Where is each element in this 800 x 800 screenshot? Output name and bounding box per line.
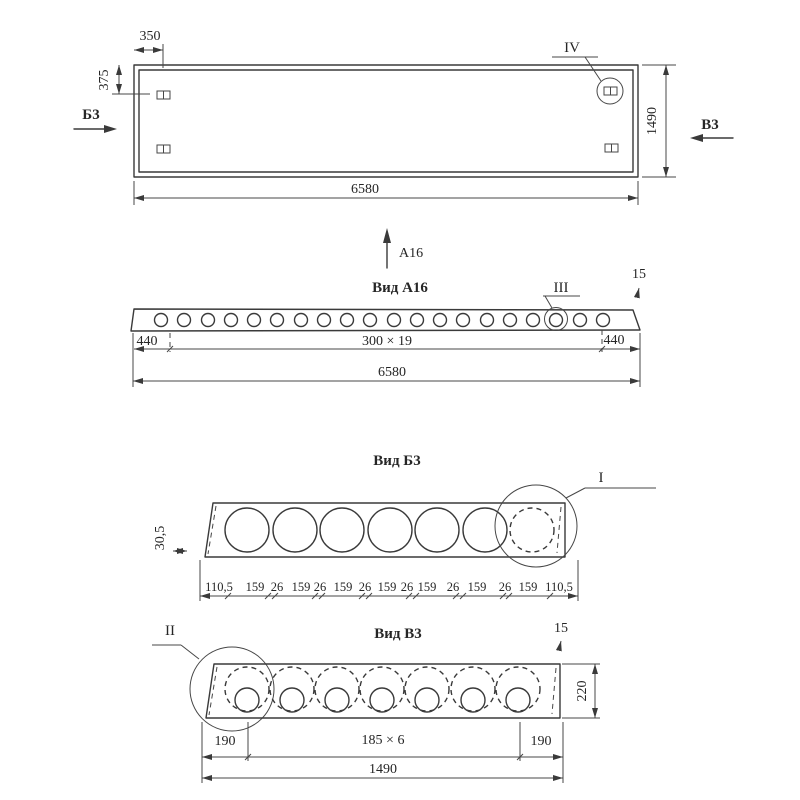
dim-6580-a16-value: 6580 [378, 365, 406, 380]
chain-dim: 26 [313, 580, 327, 594]
section-arrow-v3 [690, 117, 733, 142]
detail-i-label: I [598, 470, 604, 486]
dim-300x19: 300 × 19 [362, 334, 412, 349]
lifting-loop [157, 145, 170, 153]
plan-view [74, 29, 733, 205]
view-v3-title: Вид В3 [374, 626, 422, 642]
dim-190-right: 190 [530, 734, 552, 749]
chain-dim: 159 [377, 580, 397, 594]
section-v3-label: В3 [701, 117, 719, 133]
dim-350 [134, 29, 163, 68]
chamfer-hidden-right [557, 507, 561, 553]
lifting-loop [157, 91, 170, 99]
dim-15-v3 [554, 621, 568, 650]
dim-15-value: 15 [632, 267, 646, 282]
dim-1490-value: 1490 [645, 107, 660, 135]
chain-dim: 159 [245, 580, 265, 594]
dim-1490 [642, 65, 676, 177]
detail-iv-leader2 [585, 57, 601, 81]
view-direction-arrow-a16 [383, 228, 423, 268]
detail-iii-leader2 [545, 296, 552, 308]
core-hole-hidden [510, 508, 554, 552]
dim-chain-b3 [200, 560, 578, 601]
arrow-right-icon [104, 125, 117, 133]
view-v3 [152, 621, 600, 783]
chamfer-hidden-right-v3 [552, 668, 556, 714]
dim-30-5 [153, 526, 187, 551]
slab-outline-inner [139, 70, 633, 172]
dim-row-440 [134, 330, 640, 352]
chain-dim: 110,5 [545, 580, 573, 594]
detail-ii-label: II [165, 623, 175, 639]
detail-iv-label: IV [564, 40, 580, 56]
view-b3 [153, 453, 656, 601]
dim-190-left: 190 [214, 734, 236, 749]
section-v3-outline [206, 664, 560, 718]
dim-1490-v3 [202, 762, 563, 778]
chain-dim: 159 [518, 580, 538, 594]
lifting-loop [604, 87, 617, 95]
chain-dim: 26 [498, 580, 512, 594]
drain-holes-v3 [235, 688, 530, 712]
view-b3-title: Вид Б3 [373, 453, 421, 469]
dim-30-5-value: 30,5 [153, 525, 168, 551]
a16-arrow-label: А16 [399, 246, 424, 261]
chain-dim: 159 [467, 580, 487, 594]
view-a16 [131, 228, 646, 387]
chain-dim: 159 [291, 580, 311, 594]
view-a16-title: Вид А16 [372, 280, 428, 296]
arrow-left-icon [690, 134, 703, 142]
hidden-cores-v3 [225, 667, 540, 711]
dim-185x6: 185 × 6 [361, 733, 405, 748]
dim-220-value: 220 [575, 680, 590, 702]
detail-i-leader [566, 488, 585, 498]
chain-dim: 26 [400, 580, 414, 594]
dim-375-value: 375 [97, 69, 112, 91]
dim-1490-v3-value: 1490 [369, 762, 397, 777]
dim-6580-plan [134, 181, 638, 205]
chain-dim: 159 [417, 580, 437, 594]
chain-dim: 26 [446, 580, 460, 594]
detail-ii-leader2 [181, 645, 199, 659]
chain-dim: 26 [358, 580, 372, 594]
chain-dim: 110,5 [205, 580, 233, 594]
detail-iii-label: III [553, 280, 569, 296]
dim-6580-value: 6580 [351, 182, 379, 197]
lifting-loops [157, 87, 618, 153]
arrow-up-icon [383, 228, 391, 243]
section-arrow-b3 [74, 107, 117, 133]
lifting-loop [605, 144, 618, 152]
dim-440-left: 440 [136, 334, 158, 349]
dim-220 [562, 664, 600, 718]
section-b3-label: Б3 [82, 107, 100, 123]
core-holes-b3 [225, 508, 554, 552]
dim-15-a16 [632, 267, 646, 297]
chain-dim: 159 [333, 580, 353, 594]
dim-440-right: 440 [603, 333, 625, 348]
dim-15-v3-value: 15 [554, 621, 568, 636]
slab-outline-outer [134, 65, 638, 177]
dim-350-value: 350 [139, 29, 161, 44]
chain-dim: 26 [270, 580, 284, 594]
slab-edge-holes [155, 314, 610, 327]
